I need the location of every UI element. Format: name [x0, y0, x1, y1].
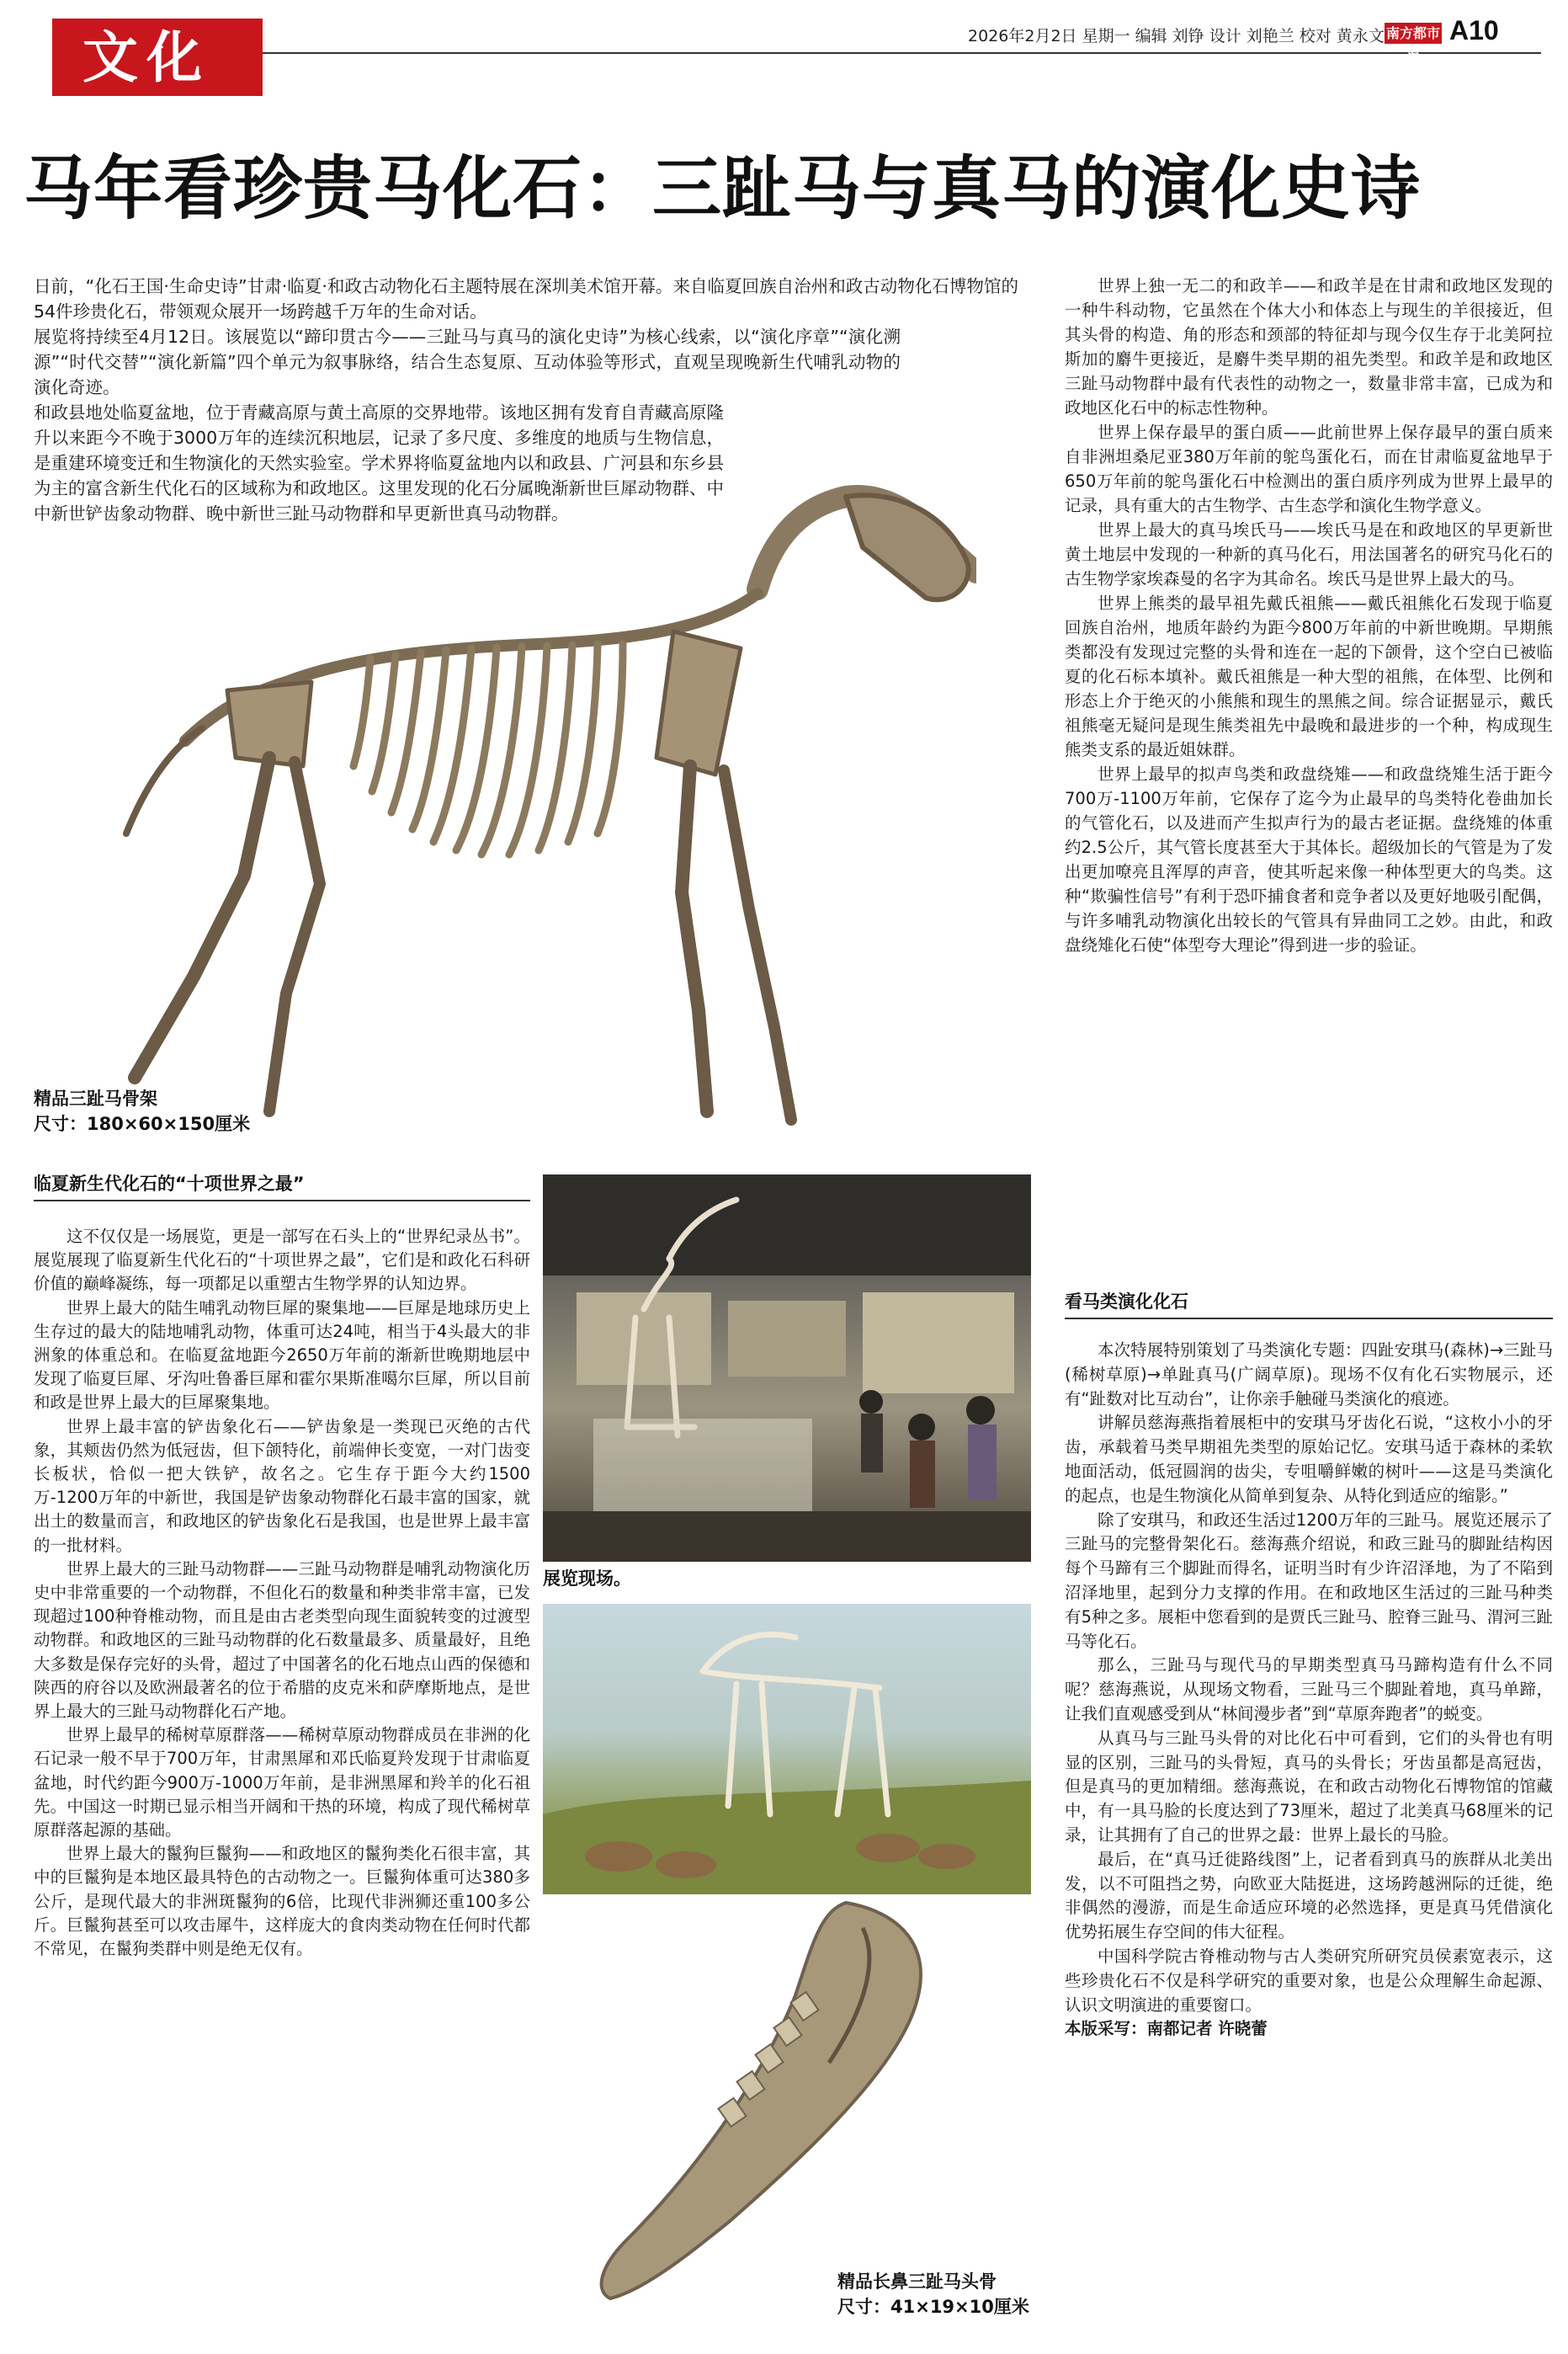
paragraph: 从真马与三趾马头骨的对比化石中可看到，它们的头骨也有明显的区别，三趾马的头骨短，真马的头骨长；牙齿虽都是高冠齿，但是真马的更加精细。慈海燕说，在和政古动物化石博物馆的馆藏中，有一具马脸的长度达到了73厘米，超过了北美真马68厘米的记录，让其拥有了自己的世界之最：世界上最长的马脸。 — [1065, 1728, 1553, 1845]
paragraph: 世界上最大的三趾马动物群——三趾马动物群是哺乳动物演化历史中非常重要的一个动物群，不但化石的数量和种类非常丰富，已发现超过100种脊椎动物，而且是由古老类型向现生面貌转变的过渡型动物群。和政地区的三趾马动物群的化石数量最多、质量最好，且绝大多数是保存完好的头骨，超过了中国著名的化石地点山西的保德和陕西的府谷以及欧洲最著名的位于希腊的皮克米和萨摩斯地点，是世界上最大的三趾马动物群化石产地。 — [34, 1558, 530, 1722]
paragraph: 中国科学院古脊椎动物与古人类研究所研究员侯素宽表示，这些珍贵化石不仅是科学研究的重要对象，也是公众理解生命起源、认识文明演进的重要窗口。 — [1065, 1946, 1553, 2015]
skull-illustration — [543, 1894, 1048, 2315]
lead-text — [34, 274, 1018, 526]
right-column-text-top — [1065, 274, 1553, 957]
header-rule — [52, 52, 1541, 54]
subhead-rule — [34, 1200, 530, 1201]
lead-paragraph: 和政县地处临夏盆地，位于青藏高原与黄土高原的交界地带。该地区拥有发育自青藏高原隆升以来距今不晚于3000万年的连续沉积地层，记录了多尺度、多维度的地质与生物信息，是重建环境变迁和生物演化的天然实验室。学术界将临夏盆地内以和政县、广河县和东乡县为主的富含新生代化石的区域称为和政地区。这里发现的化石分属晚渐新世巨犀动物群、中中新世铲齿象动物群、晚中新世三趾马动物群和早更新世真马动物群。 — [34, 402, 724, 524]
skeleton-caption — [34, 1086, 250, 1137]
hipparion-skull-photo — [543, 1894, 1048, 2315]
issue-meta: 2026年2月2日 星期一 编辑 刘铮 设计 刘艳兰 校对 黄永文 — [968, 27, 1385, 45]
caption-title: 精品长鼻三趾马头骨 — [837, 2271, 997, 2292]
paragraph: 这不仅仅是一场展览，更是一部写在石头上的“世界纪录丛书”。展览展现了临夏新生代化石的“十项世界之最”，它们是和政化石科研价值的巅峰凝练，每一项都足以重塑古生物学界的认知边界。 — [34, 1227, 530, 1294]
paragraph: 世界上最丰富的铲齿象化石——铲齿象是一类现已灭绝的古代象，其颊齿仍然为低冠齿，但下颌特化，前端伸长变宽，一对门齿变长板状，恰似一把大铁铲，故名之。它生存于距今大约1500万-1200万年的中新世，我国是铲齿象动物群化石最丰富的国家，就出土的数量而言，和政地区的铲齿象化石是我国，也是世界上最丰富的一批材料。 — [34, 1416, 530, 1555]
subhead-rule — [1065, 1318, 1553, 1319]
skull-caption — [837, 2269, 1029, 2319]
subhead-ten-world-records: 临夏新生代化石的“十项世界之最” — [34, 1174, 305, 1194]
byline: 本版采写：南都记者 许晓蕾 — [1065, 2019, 1268, 2039]
hall-caption: 展览现场。 — [543, 1568, 631, 1589]
paragraph: 除了安琪马，和政还生活过1200万年的三趾马。展览还展示了三趾马的完整骨架化石。慈海燕介绍说，和政三趾马的脚趾结构因每个马蹄有三个脚趾而得名，证明当时有少许沼泽地，为了不陷到沼泽地里，起到分力支撑的作用。在和政地区生活过的三趾马种类有5种之多。展柜中您看到的是贾氏三趾马、腔脊三趾马、渭河三趾马等化石。 — [1065, 1510, 1553, 1651]
newspaper-logo: 南方都市报 — [1385, 23, 1442, 44]
paragraph: 那么，三趾马与现代马的早期类型真马马蹄构造有什么不同呢？慈海燕说，从现场文物看，三趾马三个脚趾着地，真马单蹄，让我们直观感受到从“林间漫步者”到“草原奔跑者”的蜕变。 — [1065, 1655, 1553, 1723]
paragraph: 最后，在“真马迁徙路线图”上，记者看到真马的族群从北美出发，以不可阻挡之势，向欧亚大陆挺进，这场跨越洲际的迁徙，绝非偶然的漫游，而是生命适应环境的必然选择，更是真马凭借演化优势拓展生存空间的伟大征程。 — [1065, 1849, 1553, 1942]
subhead-horse-evolution: 看马类演化化石 — [1065, 1292, 1188, 1312]
exhibition-hall-photo — [543, 1174, 1031, 1562]
paragraph: 世界上最大的真马埃氏马——埃氏马是在和政地区的早更新世黄土地层中发现的一种新的真马化石，用法国著名的研究马化石的古生物学家埃森曼的名字为其命名。埃氏马是世界上最大的马。 — [1065, 520, 1553, 588]
paragraph: 世界上最大的鬣狗巨鬣狗——和政地区的鬣狗类化石很丰富，其中的巨鬣狗是本地区最具特色的古动物之一。巨鬣狗体重可达380多公斤，是现代最大的非洲斑鬣狗的6倍，比现代非洲狮还重100多公斤。巨鬣狗甚至可以攻击犀牛，这样庞大的食肉类动物在任何时代都不常见，在鬣狗类群中则是绝无仅有。 — [34, 1844, 530, 1959]
headline: 马年看珍贵马化石：三趾马与真马的演化史诗 — [24, 149, 1422, 229]
paragraph: 世界上熊类的最早祖先戴氏祖熊——戴氏祖熊化石发现于临夏回族自治州，地质年龄约为距今800万年前的中新世晚期。早期熊类都没有发现过完整的头骨和连在一起的下颌骨，这个空白已被临夏的化石标本填补。戴氏祖熊是一种大型的祖熊，在体型、比例和形态上介于绝灭的小熊熊和现生的黑熊之间。综合证据显示，戴氏祖熊毫无疑问是现生熊类祖先中最晚和最进步的一个种，构成现生熊类支系的最近姐妹群。 — [1065, 594, 1553, 759]
left-column-text — [34, 1225, 530, 1961]
paragraph: 讲解员慈海燕指着展柜中的安琪马牙齿化石说，“这枚小小的牙齿，承载着马类早期祖先类型的原始记忆。安琪马适于森林的柔软地面活动，低冠圆润的齿尖，专咀嚼鲜嫩的树叶——这是马类演化的起点，也是生物演化从简单到复杂、从特化到适应的缩影。” — [1065, 1413, 1553, 1505]
lead-paragraph: 展览将持续至4月12日。该展览以“蹄印贯古今——三趾马与真马的演化史诗”为核心线索，以“演化序章”“演化溯源”“时代交替”“演化新篇”四个单元为叙事脉络，结合生态复原、互动体验等形式，直观呈现晚新生代哺乳动物的演化奇迹。 — [34, 327, 901, 397]
caption-size: 尺寸：180×60×150厘米 — [34, 1114, 251, 1134]
caption-size: 尺寸：41×19×10厘米 — [837, 2297, 1029, 2317]
paragraph: 世界上最早的稀树草原群落——稀树草原动物群成员在非洲的化石记录一般不早于700万年，甘肃黑犀和邓氏临夏羚发现于甘肃临夏盆地，时代约距今900万-1000万年前，是非洲黑犀和羚羊的化石祖先。中国这一时期已显示相当开阔和干热的环境，构成了现代稀树草原群落起源的基础。 — [34, 1725, 530, 1840]
exhibition-hall-illustration — [543, 1174, 1031, 1562]
paragraph: 本次特展特别策划了马类演化专题：四趾安琪马(森林)→三趾马(稀树草原)→单趾真马(广阔草原)。现场不仅有化石实物展示，还有“趾数对比互动台”，让你亲手触碰马类演化的痕迹。 — [1065, 1340, 1553, 1409]
section-tag: 文化 — [52, 19, 263, 96]
hipparion-skeleton-photo — [34, 438, 976, 1149]
right-column-text-bottom — [1065, 1339, 1553, 2042]
lead-paragraph: 日前，“化石王国·生命史诗”甘肃·临夏·和政古动物化石主题特展在深圳美术馆开幕。来自临夏回族自治州和政古动物化石博物馆的54件珍贵化石，带领观众展开一场跨越千万年的生命对话。 — [34, 276, 1018, 322]
page-number: A10 — [1449, 15, 1499, 45]
horse-skeleton-illustration — [34, 438, 976, 1149]
paragraph: 世界上最早的拟声鸟类和政盘绕雉——和政盘绕雉生活于距今700万-1100万年前，它保存了迄今为止最早的鸟类特化卷曲加长的气管化石，以及进而产生拟声行为的最古老证据。盘绕雉的体重约2.5公斤，其气管长度甚至大于其体长。超级加长的气管是为了发出更加嘹亮且浑厚的声音，使其听起来像一种体型更大的鸟类。这种“欺骗性信号”有利于恐吓捕食者和竞争者以及更好地吸引配偶，与许多哺乳动物演化出较长的气管具有异曲同工之妙。由此，和政盘绕雉化石使“体型夸大理论”得到进一步的验证。 — [1065, 764, 1553, 955]
paragraph: 世界上独一无二的和政羊——和政羊是在甘肃和政地区发现的一种牛科动物，它虽然在个体大小和体态上与现生的羊很接近，但其头骨的构造、角的形态和颈部的特征却与现今仅生存于北美阿拉斯加的麝牛更接近，是麝牛类早期的祖先类型。和政羊是和政地区三趾马动物群中最有代表性的动物之一，数量非常丰富，已成为和政地区化石中的标志性物种。 — [1065, 276, 1553, 418]
paragraph: 世界上最大的陆生哺乳动物巨犀的聚集地——巨犀是地球历史上生存过的最大的陆地哺乳动物，体重可达24吨，相当于4头最大的非洲象的体重总和。在临夏盆地距今2650万年前的渐新世晚期地层中发现了临夏巨犀、牙沟吐鲁番巨犀和霍尔果斯准噶尔巨犀，所以目前和政是世界上最大的巨犀聚集地。 — [34, 1297, 530, 1413]
caption-title: 精品三趾马骨架 — [34, 1089, 157, 1109]
paragraph: 世界上保存最早的蛋白质——此前世界上保存最早的蛋白质来自非洲坦桑尼亚380万年前的鸵鸟蛋化石，而在甘肃临夏盆地早于650万年前的鸵鸟蛋化石中检测出的蛋白质序列成为世界上最早的记录，具有重大的古生物学、古生态学和演化生物学意义。 — [1065, 423, 1553, 515]
